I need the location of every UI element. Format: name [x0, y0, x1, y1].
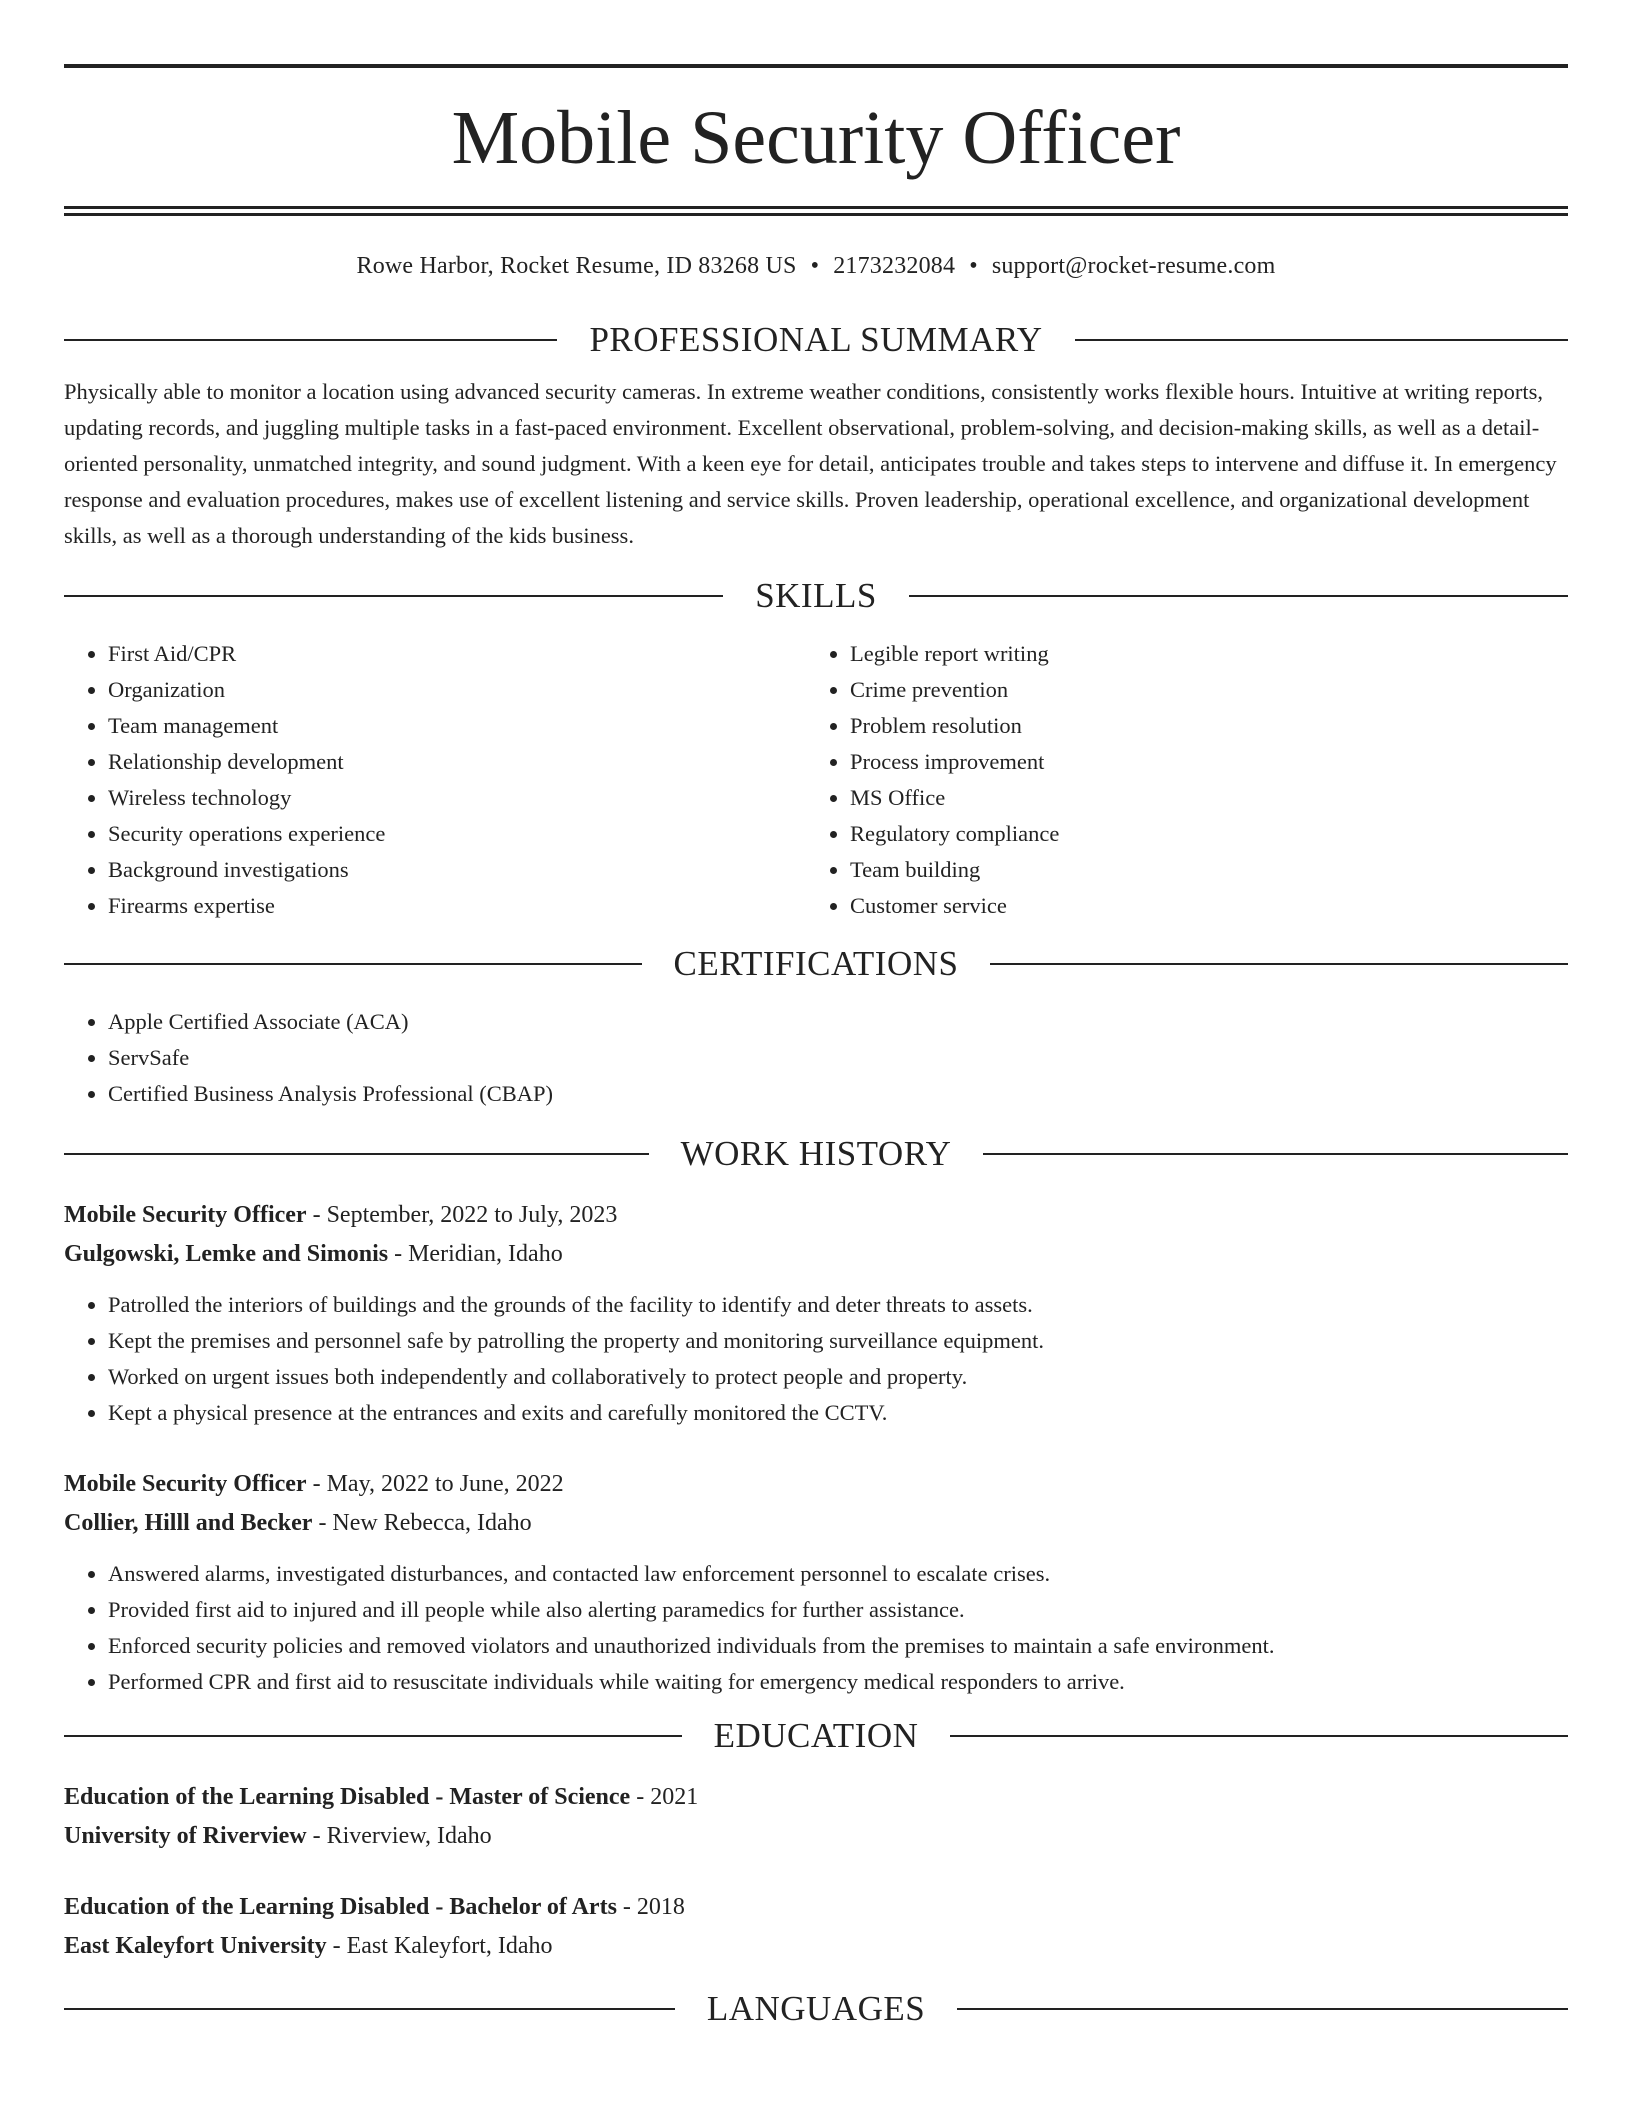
skill-item: • Organization: [108, 672, 806, 708]
job-bullet: • Answered alarms, investigated disturbances, and contacted law enforcement personnel to escalate crises.: [108, 1556, 1568, 1592]
contact-line: [64, 252, 1568, 280]
job-role: Mobile Security Officer: [64, 1471, 307, 1497]
job-location: - New Rebecca, Idaho: [312, 1509, 532, 1536]
job-title-line: [64, 1465, 1568, 1504]
skill-item: • Team building: [850, 852, 1548, 888]
contact-address: Rowe Harbor, Rocket Resume, ID 83268 US: [356, 253, 797, 279]
education-degree: Education of the Learning Disabled - Master of Science: [64, 1784, 631, 1810]
job-bullet: • Worked on urgent issues both independently and collaboratively to protect people and property.: [108, 1359, 1568, 1395]
section-rule: [950, 1735, 1568, 1737]
section-title-skills: SKILLS: [755, 576, 877, 615]
job-company: Collier, Hilll and Becker: [64, 1509, 313, 1536]
education-location: - Riverview, Idaho: [306, 1822, 492, 1849]
section-rule: [1075, 339, 1568, 341]
section-header-summary: [64, 320, 1568, 360]
education-location: - East Kaleyfort, Idaho: [326, 1932, 553, 1959]
education-degree: Education of the Learning Disabled - Bachelor of Arts: [64, 1894, 617, 1920]
section-title-education: EDUCATION: [713, 1716, 919, 1755]
top-rule: [64, 64, 1568, 68]
contact-phone: 2173232084: [833, 253, 956, 279]
section-header-languages: [64, 1989, 1568, 2029]
skill-item: • MS Office: [850, 780, 1548, 816]
education-degree-line: [64, 1888, 1568, 1927]
certifications-list: [64, 1004, 1568, 1112]
skill-item: • Regulatory compliance: [850, 816, 1548, 852]
section-title-summary: PROFESSIONAL SUMMARY: [589, 320, 1043, 359]
summary-text: Physically able to monitor a location using advanced security cameras. In extreme weather conditions, consistently works flexible hours. Intuitive at writing reports, updating records, and juggling multiple tasks in a fast-paced environment. Excellent observational, problem-solving, and decision-making skills, as well as a detail-oriented personality, unmatched integrity, and sound judgment. With a keen eye for detail, anticipates trouble and takes steps to intervene and diffuse it. In emergency response and evaluation procedures, makes use of excellent listening and service skills. Proven leadership, operational excellence, and organizational development skills, as well as a thorough understanding of the kids business.: [64, 379, 1557, 548]
certification-item: • ServSafe: [108, 1040, 1568, 1076]
title-double-rule: [64, 206, 1568, 216]
job-bullet: • Provided first aid to injured and ill people while also alerting paramedics for further assistance.: [108, 1592, 1568, 1628]
section-header-certifications: [64, 944, 1568, 984]
education-entry: [64, 1778, 1568, 1855]
section-header-education: [64, 1716, 1568, 1756]
contact-separator: •: [810, 253, 820, 279]
job-bullets: [64, 1287, 1568, 1431]
education-entry: [64, 1888, 1568, 1965]
job-bullet: • Enforced security policies and removed violators and unauthorized individuals from the premises to maintain a safe environment.: [108, 1628, 1568, 1664]
section-rule: [957, 2008, 1568, 2010]
contact-separator: •: [969, 253, 978, 279]
resume-title: Mobile Security Officer: [451, 96, 1181, 180]
skill-item: • Team management: [108, 708, 806, 744]
job-company-line: [64, 1504, 1568, 1543]
skill-item: • Legible report writing: [850, 636, 1548, 672]
section-header-skills: [64, 576, 1568, 616]
resume-page: [64, 64, 1568, 2029]
section-rule: [64, 1153, 649, 1155]
section-rule: [990, 963, 1568, 965]
job-bullet: • Kept a physical presence at the entrances and exits and carefully monitored the CCTV.: [108, 1395, 1568, 1431]
education-year: - 2021: [630, 1784, 699, 1810]
skill-item: • Relationship development: [108, 744, 806, 780]
job-bullet: • Kept the premises and personnel safe by patrolling the property and monitoring surveillance equipment.: [108, 1323, 1568, 1359]
contact-email: support@rocket-resume.com: [991, 253, 1276, 279]
section-rule: [64, 2008, 675, 2010]
skill-item: • Customer service: [850, 888, 1548, 924]
skill-item: • Wireless technology: [108, 780, 806, 816]
skill-item: • Security operations experience: [108, 816, 806, 852]
job-company-line: [64, 1235, 1568, 1274]
job-dates: - May, 2022 to June, 2022: [306, 1471, 564, 1497]
section-title-certifications: CERTIFICATIONS: [673, 944, 959, 983]
skills-right-column: [806, 636, 1548, 924]
education-degree-line: [64, 1778, 1568, 1817]
section-rule: [909, 595, 1568, 597]
section-rule: [983, 1153, 1568, 1155]
job-bullets: [64, 1556, 1568, 1700]
job-entry: [64, 1196, 1568, 1431]
section-rule: [64, 1735, 682, 1737]
section-title-languages: LANGUAGES: [706, 1989, 926, 2028]
section-title-work: WORK HISTORY: [680, 1134, 952, 1173]
skills-right-list: [806, 636, 1548, 924]
job-company: Gulgowski, Lemke and Simonis: [64, 1240, 389, 1267]
job-bullet: • Performed CPR and first aid to resuscitate individuals while waiting for emergency medical responders to arrive.: [108, 1664, 1568, 1700]
skill-item: • Problem resolution: [850, 708, 1548, 744]
skills-left-column: [64, 636, 806, 924]
skill-item: • Background investigations: [108, 852, 806, 888]
skill-item: • First Aid/CPR: [108, 636, 806, 672]
job-location: - Meridian, Idaho: [388, 1240, 563, 1267]
skill-item: • Crime prevention: [850, 672, 1548, 708]
certification-item: • Apple Certified Associate (ACA): [108, 1004, 1568, 1040]
job-title-line: [64, 1196, 1568, 1235]
skill-item: • Process improvement: [850, 744, 1548, 780]
job-entry: [64, 1465, 1568, 1700]
education-school: University of Riverview: [64, 1822, 307, 1849]
skill-item: • Firearms expertise: [108, 888, 806, 924]
section-rule: [64, 339, 557, 341]
skills-left-list: [64, 636, 806, 924]
skills-columns: [64, 636, 1568, 924]
education-school: East Kaleyfort University: [64, 1932, 327, 1959]
certification-item: • Certified Business Analysis Professional (CBAP): [108, 1076, 1568, 1112]
education-school-line: [64, 1927, 1568, 1966]
section-rule: [64, 595, 723, 597]
section-header-work: [64, 1134, 1568, 1174]
job-dates: - September, 2022 to July, 2023: [306, 1202, 618, 1228]
education-year: - 2018: [616, 1894, 685, 1920]
section-rule: [64, 963, 642, 965]
job-role: Mobile Security Officer: [64, 1202, 307, 1228]
job-bullet: • Patrolled the interiors of buildings and the grounds of the facility to identify and deter threats to assets.: [108, 1287, 1568, 1323]
education-school-line: [64, 1817, 1568, 1856]
